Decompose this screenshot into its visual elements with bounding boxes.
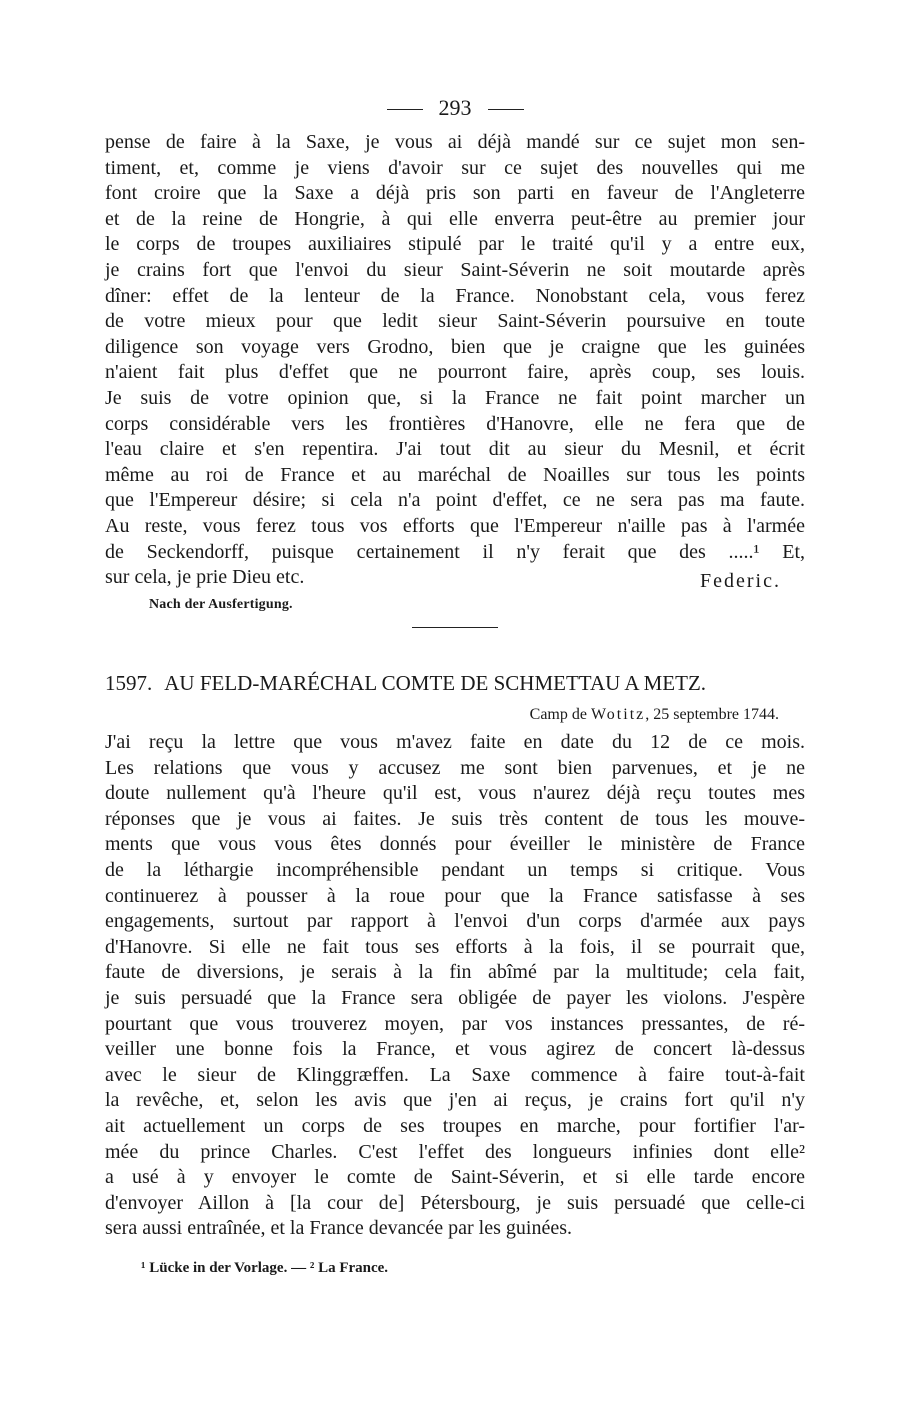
text-line: engagements, surtout par rapport à l'envoi d'un corps d'armée aux pays bbox=[105, 910, 805, 933]
letter-title: AU FELD-MARÉCHAL COMTE DE SCHMETTAU A METZ. bbox=[164, 671, 707, 696]
footnotes: ¹ Lücke in der Vorlage. — ² La France. bbox=[141, 1259, 389, 1276]
date-place: Wotitz bbox=[590, 706, 646, 724]
text-line: dîner: effet de la lenteur de la France. Nonobstant cela, vous ferez bbox=[105, 284, 805, 307]
text-line: a usé à y envoyer le comte de Saint-Séverin, et si elle tarde encore bbox=[105, 1166, 805, 1189]
page-number: 293 bbox=[438, 95, 472, 120]
date-suffix: , 25 septembre 1744. bbox=[645, 706, 779, 724]
text-line: Les relations que vous y accusez me sont bien parvenues, et je ne bbox=[105, 756, 805, 779]
text-line: corps considérable vers les frontières d'Hanovre, elle ne fera que de bbox=[105, 412, 805, 435]
header-dash-left bbox=[387, 109, 423, 110]
source-note: Nach der Ausfertigung. bbox=[149, 597, 293, 613]
text-line: Au reste, vous ferez tous vos efforts que l'Empereur n'aille pas à l'armée bbox=[105, 514, 805, 537]
text-line: J'ai reçu la lettre que vous m'avez faite en date du 12 de ce mois. bbox=[105, 731, 805, 754]
text-line: de Seckendorff, puisque certainement il n'y ferait que des .....¹ Et, bbox=[105, 540, 805, 563]
text-line: la revêche, et, selon les avis que j'en ai reçus, je crains fort qu'il n'y bbox=[105, 1089, 805, 1112]
text-line: de la léthargie incompréhensible pendant un temps si critique. Vous bbox=[105, 859, 805, 882]
closing-line: sur cela, je prie Dieu etc. bbox=[105, 566, 305, 589]
letter-number: 1597. bbox=[105, 671, 153, 696]
text-line: continuerez à pousser à la roue pour que la France satisfasse à ses bbox=[105, 884, 805, 907]
text-line: veiller une bonne fois la France, et vous agirez de concert là-dessus bbox=[105, 1038, 805, 1061]
text-line: avec le sieur de Klinggræffen. La Saxe commence à faire tout-à-fait bbox=[105, 1063, 805, 1086]
text-line: faute de diversions, je serais à la fin abîmé par la multitude; cela fait, bbox=[105, 961, 805, 984]
text-line: et de la reine de Hongrie, à qui elle enverra peut-être au premier jour bbox=[105, 207, 805, 230]
document-page bbox=[105, 92, 805, 1277]
text-line: le corps de troupes auxiliaires stipulé par le traité qu'il y a entre eux, bbox=[105, 233, 805, 256]
text-line: doute nullement qu'à l'heure qu'il est, vous n'aurez déjà reçu toutes mes bbox=[105, 782, 805, 805]
text-line: timent, et, comme je viens d'avoir sur ce sujet des nouvelles qui me bbox=[105, 156, 805, 179]
text-line: d'Hanovre. Si elle ne fait tous ses efforts à la fois, il se pourrait que, bbox=[105, 935, 805, 958]
continuation-paragraph bbox=[105, 130, 805, 565]
text-line: Je suis de votre opinion que, si la France ne fait point marcher un bbox=[105, 386, 805, 409]
text-line: pense de faire à la Saxe, je vous ai déjà mandé sur ce sujet mon sen- bbox=[105, 131, 805, 153]
text-line: je suis persuadé que la France sera obligée de payer les violons. J'espère bbox=[105, 987, 805, 1010]
text-line: de votre mieux pour que ledit sieur Saint-Séverin poursuive en toute bbox=[105, 310, 805, 333]
signature: Federic. bbox=[700, 570, 781, 593]
letter-dateline bbox=[105, 704, 779, 726]
closing-row bbox=[105, 565, 805, 591]
text-line: pourtant que vous trouverez moyen, par vos instances pressantes, de ré- bbox=[105, 1012, 805, 1035]
text-line: je crains fort que l'envoi du sieur Saint-Séverin ne soit moutarde après bbox=[105, 258, 805, 281]
date-prefix: Camp de bbox=[529, 706, 591, 724]
text-line: n'aient fait plus d'effet que ne pourront faire, après coup, ses louis. bbox=[105, 361, 805, 384]
letter-heading bbox=[105, 670, 805, 696]
text-line: sera aussi entraînée, et la France devancée par les guinées. bbox=[105, 1217, 572, 1240]
text-line: ait actuellement un corps de ses troupes en marche, pour fortifier l'ar- bbox=[105, 1115, 805, 1137]
text-line: l'eau claire et s'en repentira. J'ai tout dit au sieur du Mesnil, et écrit bbox=[105, 438, 805, 461]
text-line: réponses que je vous ai faites. Je suis très content de tous les mouve- bbox=[105, 807, 805, 830]
section-divider bbox=[412, 627, 498, 628]
text-line: mée du prince Charles. C'est l'effet des longueurs infinies dont elle² bbox=[105, 1140, 805, 1163]
page-header bbox=[105, 92, 805, 124]
header-dash-right bbox=[488, 109, 524, 110]
text-line: même au roi de France et au maréchal de Noailles sur tous les points bbox=[105, 463, 805, 486]
letter-body bbox=[105, 730, 805, 1242]
text-line: que l'Empereur désire; si cela n'a point d'effet, ce ne sera pas ma faute. bbox=[105, 489, 805, 512]
text-line: diligence son voyage vers Grodno, bien que je craigne que les guinées bbox=[105, 335, 805, 358]
text-line: d'envoyer Aillon à [la cour de] Pétersbourg, je suis persuadé que celle-ci bbox=[105, 1191, 805, 1214]
text-line: ments que vous vous êtes donnés pour éveiller le ministère de France bbox=[105, 833, 805, 856]
text-line: font croire que la Saxe a déjà pris son parti en faveur de l'Angleterre bbox=[105, 182, 805, 205]
